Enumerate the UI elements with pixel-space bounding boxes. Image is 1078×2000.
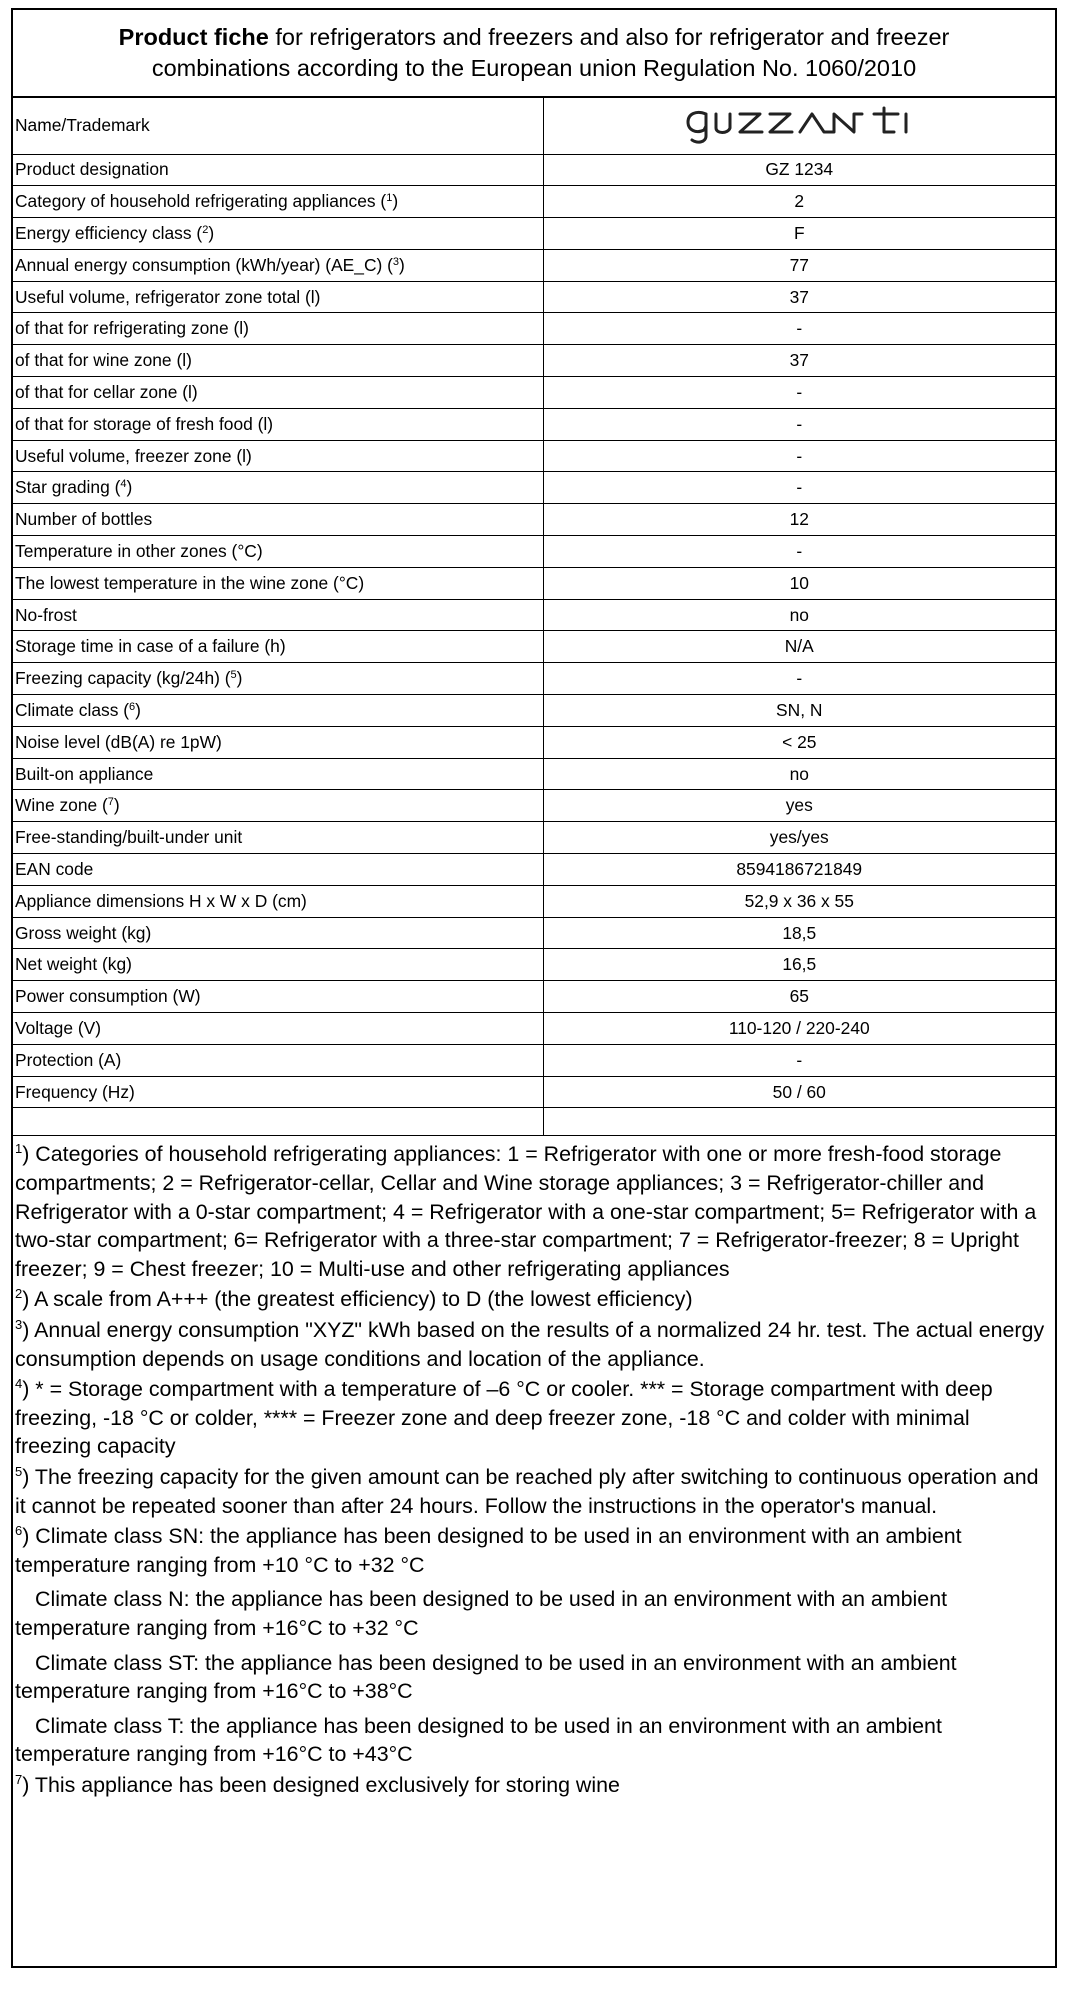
spec-label: of that for storage of fresh food (l) [13, 408, 543, 440]
spec-value: 8594186721849 [543, 854, 1055, 886]
spec-value: GZ 1234 [543, 154, 1055, 186]
spec-value: 52,9 x 36 x 55 [543, 885, 1055, 917]
guzzanti-logo-icon [684, 100, 914, 146]
spec-value: 2 [543, 186, 1055, 218]
spec-label: Number of bottles [13, 504, 543, 536]
footnote [15, 1712, 1051, 1769]
spec-row [13, 1076, 1055, 1108]
spec-label: Protection (A) [13, 1044, 543, 1076]
footnote-ref: 7 [107, 796, 114, 809]
spec-value: - [543, 663, 1055, 695]
spec-row [13, 249, 1055, 281]
footnote-ref: 4 [120, 478, 127, 491]
footnote-ref: 1 [386, 192, 393, 205]
spec-row [13, 885, 1055, 917]
footnote [15, 1463, 1051, 1520]
spec-row [13, 695, 1055, 727]
spec-label: Built-on appliance [13, 758, 543, 790]
spec-row [13, 758, 1055, 790]
footnote [15, 1522, 1051, 1579]
spec-label: Gross weight (kg) [13, 917, 543, 949]
spec-value: F [543, 218, 1055, 250]
footnote-number: 1 [15, 1141, 23, 1157]
footnote-number: 2 [15, 1286, 23, 1302]
spec-row [13, 949, 1055, 981]
spec-value: - [543, 377, 1055, 409]
spec-value: 77 [543, 249, 1055, 281]
trademark-value [543, 98, 1055, 154]
spec-label: Frequency (Hz) [13, 1076, 543, 1108]
footnote-text: ) Categories of household refrigerating appliances: 1 = Refrigerator with one or more fresh-food storage compartments; 2 = Refrigerator-cellar, Cellar and Wine storage appliances; 3 = Refrigerator-chiller and Refrigerator with a 0-star compartment; 4 = Refrigerator with a one-star compartment; 5= Refrigerator with a two-star compartment; 6= Refrigerator with a three-star compartment; 7 = Refrigerator-freezer; 8 = Upright freezer; 9 = Chest freezer; 10 = Multi-use and other refrigerating appliances [15, 1142, 1037, 1281]
spec-row [13, 377, 1055, 409]
spec-row [13, 281, 1055, 313]
spec-label: Free-standing/built-under unit [13, 822, 543, 854]
footnote-number: 7 [15, 1771, 23, 1787]
spec-label: Noise level (dB(A) re 1pW) [13, 726, 543, 758]
footnote [15, 1140, 1051, 1283]
footnotes [13, 1136, 1055, 1799]
spec-table [13, 98, 1055, 1136]
trademark-row [13, 98, 1055, 154]
spec-label: Appliance dimensions H x W x D (cm) [13, 885, 543, 917]
spec-value: 110-120 / 220-240 [543, 1013, 1055, 1045]
blank-row [13, 1108, 1055, 1136]
spec-row [13, 1044, 1055, 1076]
spec-value: 18,5 [543, 917, 1055, 949]
product-fiche [11, 8, 1057, 1968]
spec-label: of that for cellar zone (l) [13, 377, 543, 409]
spec-label: of that for wine zone (l) [13, 345, 543, 377]
spec-label: Useful volume, freezer zone (l) [13, 440, 543, 472]
spec-row [13, 218, 1055, 250]
spec-label: Wine zone ($^7$) [13, 790, 543, 822]
footnote [15, 1316, 1051, 1373]
spec-label: Energy efficiency class ($^2$) [13, 218, 543, 250]
footnote [15, 1771, 1051, 1800]
spec-label: Category of household refrigerating appliances ($^1$) [13, 186, 543, 218]
spec-value: - [543, 313, 1055, 345]
spec-row [13, 345, 1055, 377]
brand-logo [684, 100, 914, 146]
spec-value: - [543, 408, 1055, 440]
spec-row [13, 854, 1055, 886]
footnote-text: ) Climate class SN: the appliance has been designed to be used in an environment with an ambient temperature ranging from +10 °C to +32 °C [15, 1524, 962, 1577]
footnote [15, 1649, 1051, 1706]
footnote-ref: 5 [230, 669, 237, 682]
footnote-text: ) Annual energy consumption "XYZ" kWh based on the results of a normalized 24 hr. test. The actual energy consumption depends on usage conditions and location of the appliance. [15, 1317, 1045, 1371]
spec-row [13, 567, 1055, 599]
spec-value: < 25 [543, 726, 1055, 758]
spec-row [13, 726, 1055, 758]
spec-row [13, 1013, 1055, 1045]
spec-value: yes/yes [543, 822, 1055, 854]
footnote-text: Climate class ST: the appliance has been designed to be used in an environment with an ambient temperature ranging from +16°C to +38°C [15, 1650, 957, 1704]
spec-label: Power consumption (W) [13, 981, 543, 1013]
spec-row [13, 504, 1055, 536]
footnote-ref: 3 [392, 255, 400, 268]
footnote-number: 5 [15, 1463, 23, 1479]
spec-label: Temperature in other zones (°C) [13, 536, 543, 568]
spec-row [13, 790, 1055, 822]
fiche-title [13, 10, 1055, 98]
footnote-text: Climate class T: the appliance has been designed to be used in an environment with an ambient temperature ranging from +16°C to +43°C [15, 1713, 942, 1767]
spec-row [13, 440, 1055, 472]
footnote-text: ) The freezing capacity for the given amount can be reached ply after switching to continuous operation and it cannot be repeated sooner than after 24 hours. Follow the instructions in the operator's manual. [15, 1464, 1039, 1518]
spec-row [13, 599, 1055, 631]
spec-value: - [543, 472, 1055, 504]
spec-value: 37 [543, 345, 1055, 377]
spec-value: no [543, 599, 1055, 631]
spec-label: Star grading ($^4$) [13, 472, 543, 504]
spec-row [13, 822, 1055, 854]
spec-value: N/A [543, 631, 1055, 663]
spec-label: Voltage (V) [13, 1013, 543, 1045]
footnote-number: 3 [15, 1316, 23, 1332]
spec-row [13, 186, 1055, 218]
footnote-ref: 2 [202, 223, 209, 236]
footnote [15, 1375, 1051, 1461]
spec-label: No-frost [13, 599, 543, 631]
spec-label: Annual energy consumption (kWh/year) (AE_C) ($^3$) [13, 249, 543, 281]
trademark-label: Name/Trademark [13, 98, 543, 154]
spec-value: 37 [543, 281, 1055, 313]
spec-value: yes [543, 790, 1055, 822]
spec-label: Freezing capacity (kg/24h) ($^5$) [13, 663, 543, 695]
spec-row [13, 981, 1055, 1013]
spec-value: 16,5 [543, 949, 1055, 981]
spec-value: no [543, 758, 1055, 790]
spec-row [13, 313, 1055, 345]
spec-label: Climate class ($^6$) [13, 695, 543, 727]
spec-label: Product designation [13, 154, 543, 186]
spec-row [13, 154, 1055, 186]
spec-label: Useful volume, refrigerator zone total (l) [13, 281, 543, 313]
spec-value: 65 [543, 981, 1055, 1013]
spec-label: The lowest temperature in the wine zone (°C) [13, 567, 543, 599]
footnote-number: 4 [15, 1376, 23, 1392]
spec-label: Storage time in case of a failure (h) [13, 631, 543, 663]
footnote-text: ) * = Storage compartment with a temperature of –6 °C or cooler. *** = Storage compartment with deep freezing, -18 °C or colder, **** = Freezer zone and deep freezer zone, -18 °C and colder with minimal freezing capacity [15, 1377, 993, 1459]
footnote-text: ) This appliance has been designed exclusively for storing wine [22, 1772, 620, 1797]
spec-row [13, 663, 1055, 695]
spec-value: 50 / 60 [543, 1076, 1055, 1108]
spec-label: of that for refrigerating zone (l) [13, 313, 543, 345]
spec-value: 12 [543, 504, 1055, 536]
footnote-text: ) A scale from A+++ (the greatest efficiency) to D (the lowest efficiency) [22, 1287, 693, 1312]
title-line-1 [119, 22, 950, 53]
spec-value: - [543, 440, 1055, 472]
spec-label: Net weight (kg) [13, 949, 543, 981]
spec-row [13, 917, 1055, 949]
spec-value: - [543, 1044, 1055, 1076]
spec-row [13, 408, 1055, 440]
spec-value: SN, N [543, 695, 1055, 727]
footnote [15, 1285, 1051, 1314]
spec-label: EAN code [13, 854, 543, 886]
footnote-ref: 6 [129, 700, 136, 713]
spec-value: - [543, 536, 1055, 568]
title-bold: Product fiche [118, 24, 269, 50]
spec-row [13, 536, 1055, 568]
title-line-2: combinations according to the European union Regulation No. 1060/2010 [151, 55, 917, 81]
footnote [15, 1585, 1051, 1642]
footnote-number: 6 [15, 1523, 23, 1539]
footnote-text: Climate class N: the appliance has been designed to be used in an environment with an ambient temperature ranging from +16°C to +32 °C [15, 1587, 948, 1640]
spec-value: 10 [543, 567, 1055, 599]
title-line1-text: for refrigerators and freezers and also for refrigerator and freezer [268, 24, 950, 50]
spec-row [13, 472, 1055, 504]
spec-row [13, 631, 1055, 663]
